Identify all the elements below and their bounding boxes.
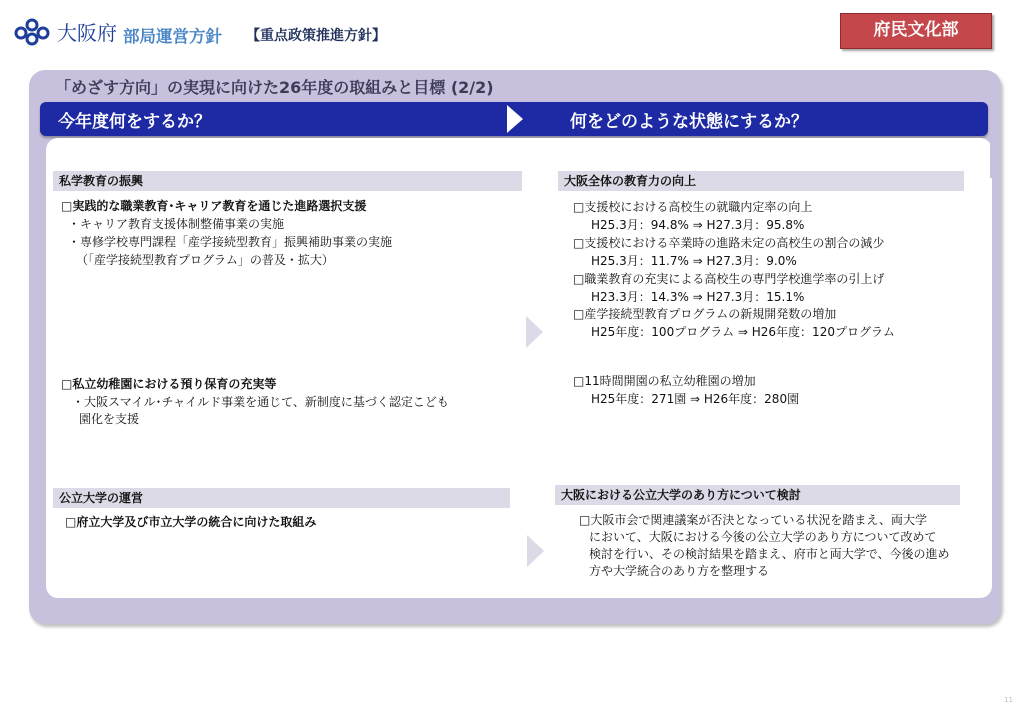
osaka-logo: [14, 17, 117, 46]
target-line: において、大阪における今後の公立大学のあり方について改めて: [589, 530, 937, 544]
banner-arrow-icon: [505, 103, 525, 135]
item-title-university-merger: □府立大学及び市立大学の統合に向けた取組み: [65, 515, 317, 529]
panel-notch: [990, 138, 1001, 178]
section-head-private-education: 私学教育の振興: [53, 171, 522, 191]
target-line: 検討を行い、その検討結果を踏まえ、府市と両大学で、今後の進め: [589, 547, 950, 561]
chevron-right-icon: [526, 316, 544, 348]
item-title-career-support: □実践的な職業教育･キャリア教育を通じた進路選択支援: [61, 199, 367, 213]
target-value: H25.3月：94.8% ⇒ H27.3月：95.8%: [591, 218, 805, 232]
banner-right-label: 何をどのような状態にするか？: [570, 112, 808, 132]
page-number: 11: [1004, 696, 1013, 704]
section-head-university-review: 大阪における公立大学のあり方について検討: [555, 485, 960, 505]
osaka-emblem-icon: [14, 18, 54, 46]
division-badge: 府民文化部: [840, 13, 992, 49]
target-line: □支援校における高校生の就職内定率の向上: [573, 200, 813, 214]
logo-text: 大阪府: [57, 21, 117, 45]
target-line: □職業教育の充実による高校生の専門学校進学率の引上げ: [573, 272, 885, 286]
target-value: H25.3月：11.7% ⇒ H27.3月：9.0%: [591, 254, 797, 268]
dept-title: 部局運営方針: [123, 27, 222, 46]
item-title-kindergarten: □私立幼稚園における預り保育の充実等: [61, 377, 277, 391]
banner-left-label: 今年度何をするか？: [58, 112, 211, 132]
item-line: 園化を支援: [79, 412, 140, 426]
target-line: □大阪市会で関連議案が否決となっている状況を踏まえ、両大学: [579, 513, 928, 527]
target-value: H23.3月：14.3% ⇒ H27.3月：15.1%: [591, 290, 805, 304]
target-line: □産学接続型教育プログラムの新規開発数の増加: [573, 307, 837, 321]
target-line: □11時間開園の私立幼稚園の増加: [573, 374, 756, 388]
item-line: ・大阪スマイル･チャイルド事業を通じて、新制度に基づく認定こども: [72, 395, 449, 409]
chevron-right-icon: [527, 535, 545, 567]
item-line: ・専修学校専門課程「産学接続型教育」振興補助事業の実施: [68, 235, 393, 249]
target-line: 方や大学統合のあり方を整理する: [589, 564, 770, 578]
section-head-education-power: 大阪全体の教育力の向上: [558, 171, 964, 191]
panel-title: 「めざす方向」の実現に向けた26年度の取組みと目標 (2/2): [55, 78, 494, 97]
target-value: H25年度：100プログラム ⇒ H26年度：120プログラム: [591, 325, 895, 339]
item-line: （「産学接続型教育プログラム」の普及・拡大）: [76, 253, 334, 267]
section-head-public-university: 公立大学の運営: [53, 488, 510, 508]
item-line: ・キャリア教育支援体制整備事業の実施: [68, 217, 285, 231]
target-value: H25年度：271園 ⇒ H26年度：280園: [591, 392, 800, 406]
dept-subtitle: 【重点政策推進方針】: [246, 28, 386, 44]
target-line: □支援校における卒業時の進路未定の高校生の割合の減少: [573, 236, 885, 250]
